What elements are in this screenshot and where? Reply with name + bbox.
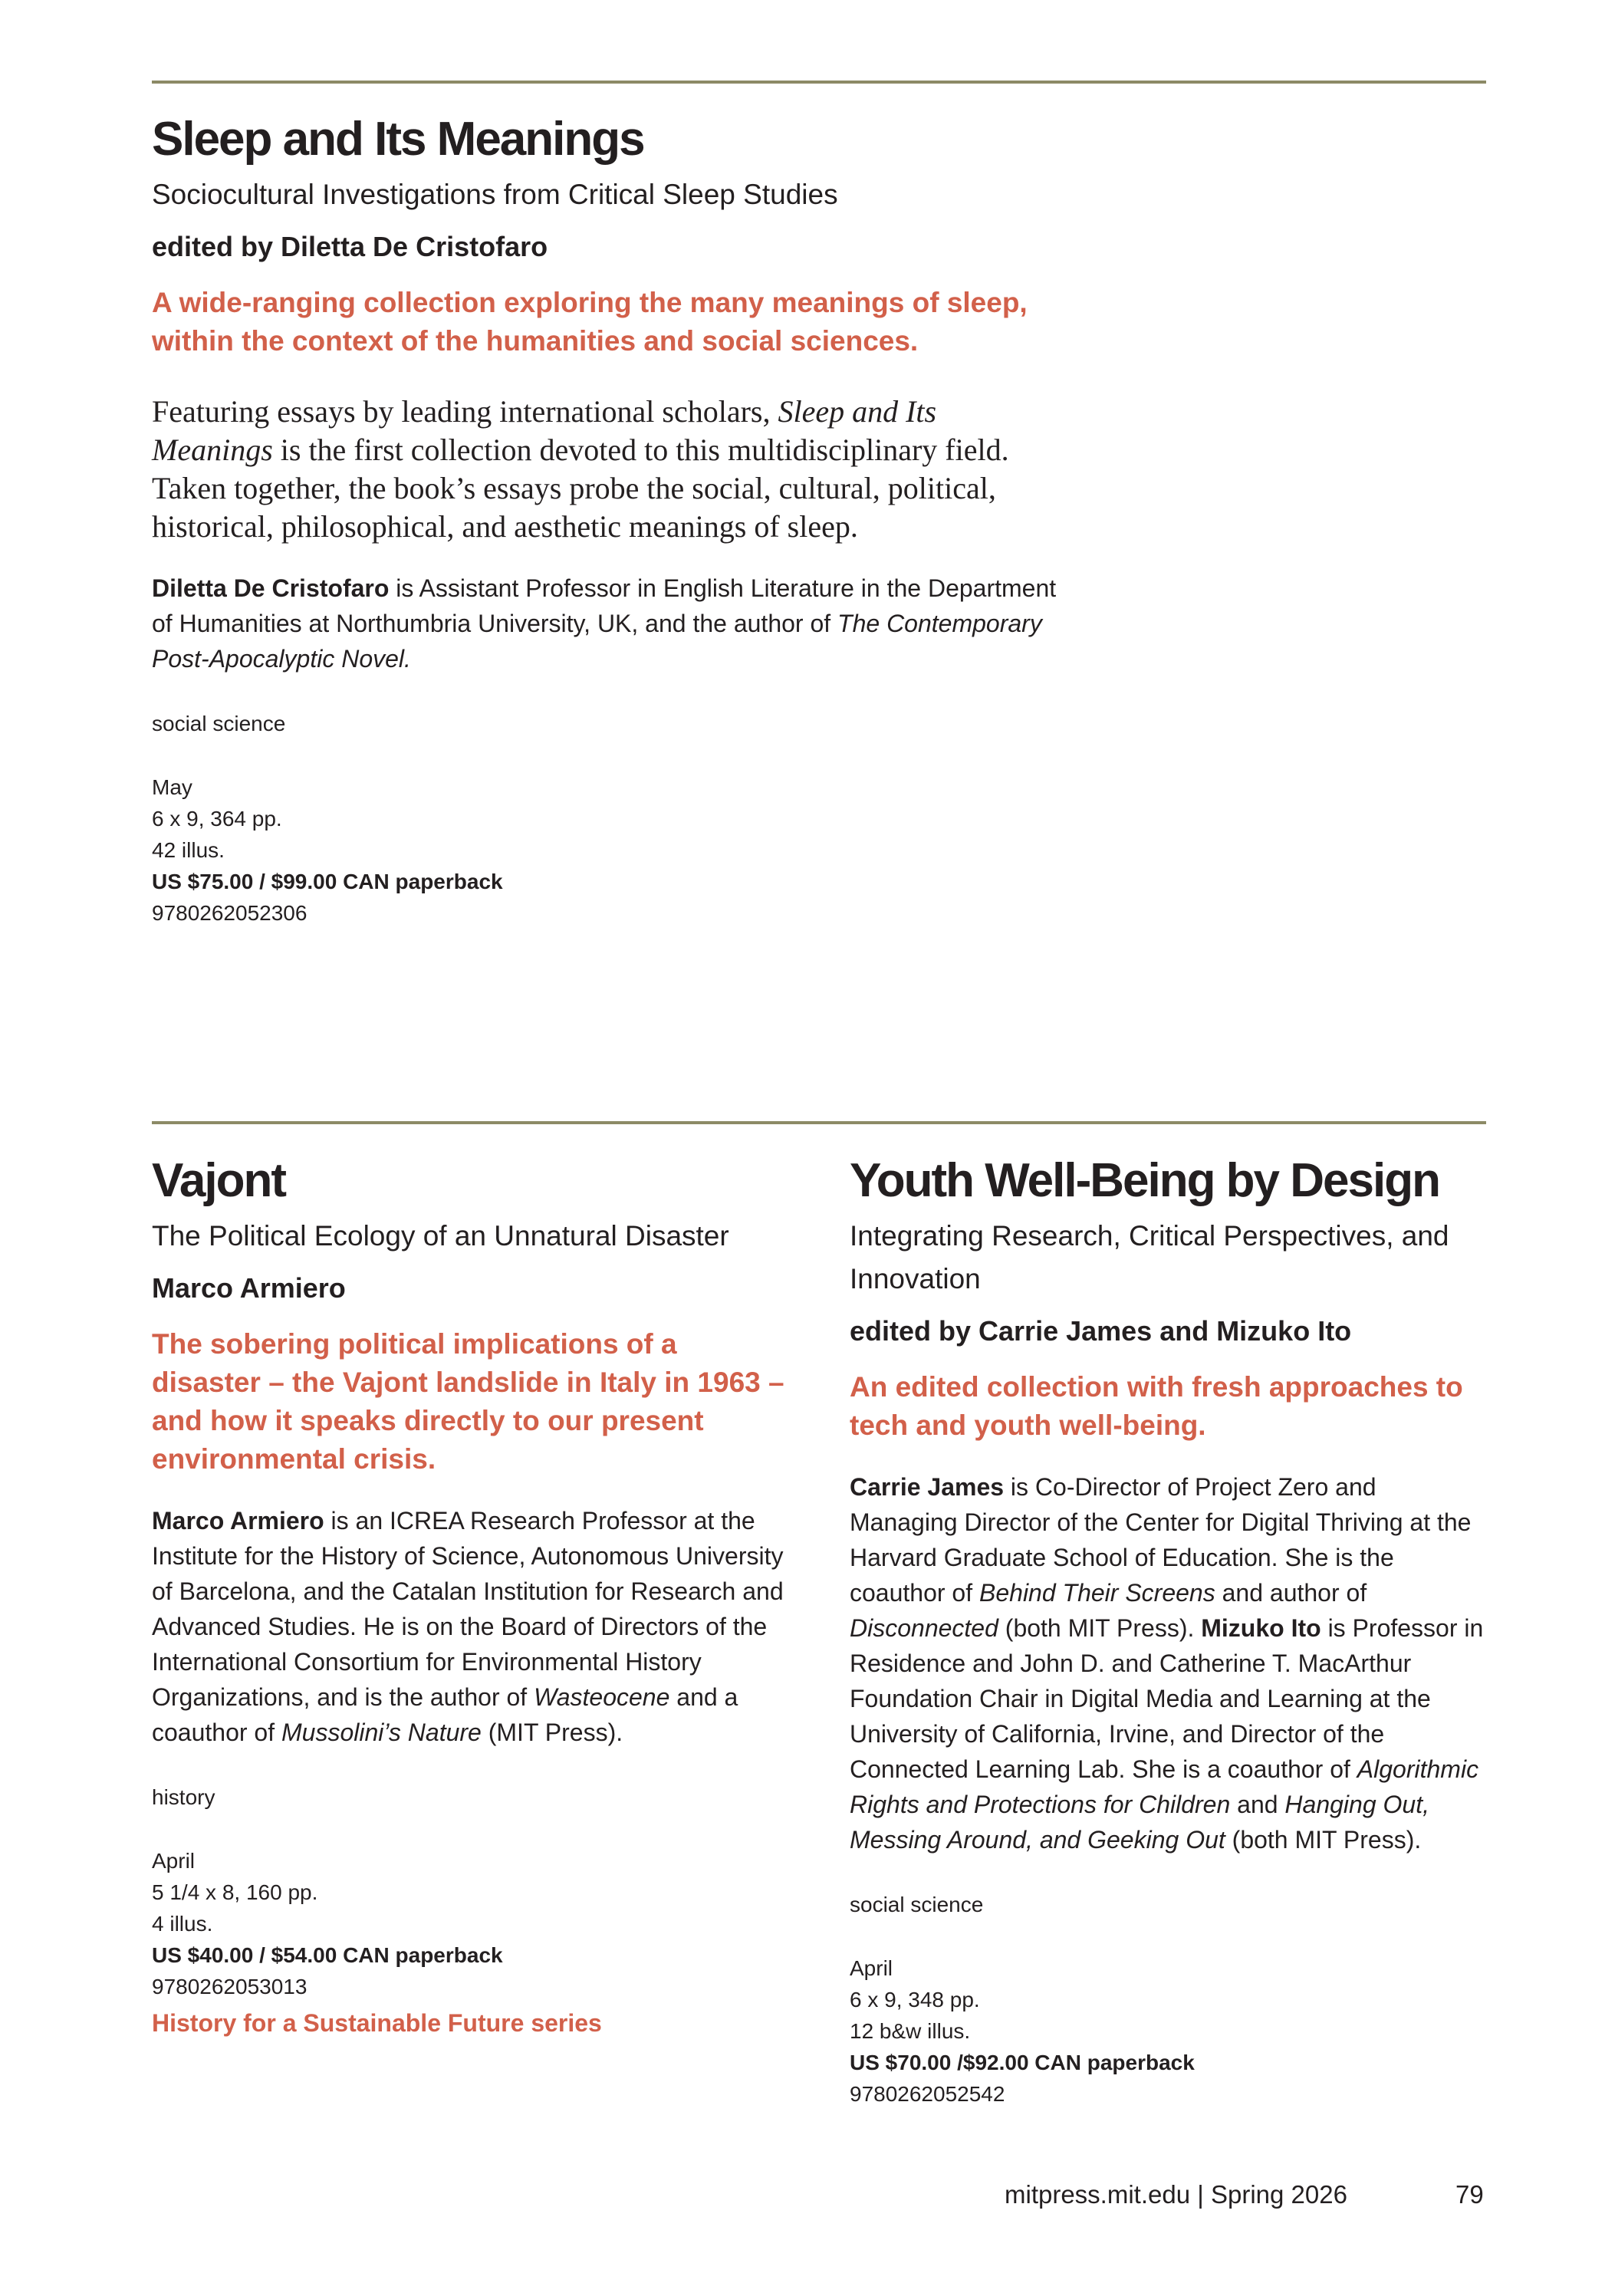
bio-text: and a coauthor of xyxy=(152,1683,738,1747)
book-subject: social science xyxy=(850,1893,984,1917)
author-bio xyxy=(152,571,1057,676)
description-title: Sleep and Its Meanings xyxy=(152,394,937,468)
trim-size: 6 x 9, 348 pp. xyxy=(850,1988,980,2012)
bio-text: is Professor in Residence and John D. and Catherine T. MacArthur Foundation Chair in Digital Media and Learning at the University of California, Irvine, and Director of the Connected Learning Lab. She is a coauthor of xyxy=(850,1614,1484,1784)
book-sleep-and-its-meanings xyxy=(152,113,1057,929)
series-name: History for a Sustainable Future series xyxy=(152,2009,602,2038)
bio-book-title: Behind Their Screens xyxy=(979,1579,1215,1607)
book-vajont xyxy=(152,1155,796,2041)
description-text: is the first collection devoted to this multidisciplinary field. Taken together, the book’s essays probe the social, cultural, political, historical, philosophical, and aesthetic meanings of sleep. xyxy=(152,433,1009,544)
book-meta xyxy=(152,771,1057,929)
book-tagline: A wide-ranging collection exploring the many meanings of sleep, within the context of the humanities and social sciences. xyxy=(152,287,1028,357)
illustrations: 4 illus. xyxy=(152,1912,213,1936)
book-tagline: An edited collection with fresh approaches to tech and youth well-being. xyxy=(850,1371,1463,1442)
book-youth-well-being-by-design xyxy=(850,1155,1486,2110)
book-subtitle: Integrating Research, Critical Perspectives, and Innovation xyxy=(850,1220,1449,1295)
bio-text: and xyxy=(1230,1791,1285,1819)
book-tagline: The sobering political implications of a disaster – the Vajont landslide in Italy in 1963 – and how it speaks directly to our present environmental crisis. xyxy=(152,1328,784,1475)
bio-text: is an ICREA Research Professor at the Institute for the History of Science, Autonomous University of Barcelona, and the Catalan Institution for Research and Advanced Studies. He is on the Board of Directors of the International Consortium for Environmental History Organizations, and is the author of xyxy=(152,1507,784,1712)
bio-text: (both MIT Press). xyxy=(998,1614,1202,1643)
isbn: 9780262053013 xyxy=(152,1975,308,1999)
bio-book-title: Mussolini’s Nature xyxy=(281,1719,482,1747)
book-subject: social science xyxy=(152,712,286,736)
author-bio xyxy=(152,1503,788,1750)
book-subtitle: The Political Ecology of an Unnatural Disaster xyxy=(152,1220,729,1252)
bio-book-title: Hanging Out, Messing Around, and Geeking Out xyxy=(850,1791,1429,1854)
bio-name: Marco Armiero xyxy=(152,1507,324,1535)
trim-size: 6 x 9, 364 pp. xyxy=(152,807,282,831)
middle-rule xyxy=(152,1121,1486,1124)
bio-text: (MIT Press). xyxy=(481,1719,623,1747)
bio-text: (both MIT Press). xyxy=(1225,1826,1422,1854)
price: US $40.00 / $54.00 CAN paperback xyxy=(152,1943,503,1968)
book-title: Youth Well-Being by Design xyxy=(850,1154,1439,1207)
pub-month: April xyxy=(850,1956,893,1981)
top-rule xyxy=(152,81,1486,84)
book-subject: history xyxy=(152,1785,215,1810)
isbn: 9780262052306 xyxy=(152,901,308,926)
bio-book-title: The Contemporary Post-Apocalyptic Novel. xyxy=(152,610,1042,673)
bio-text: and author of xyxy=(1215,1579,1367,1607)
price: US $75.00 / $99.00 CAN paperback xyxy=(152,870,503,894)
bio-name: Carrie James xyxy=(850,1473,1005,1502)
description-text: Featuring essays by leading international scholars, xyxy=(152,394,778,429)
author-bio xyxy=(850,1469,1486,1857)
trim-size: 5 1/4 x 8, 160 pp. xyxy=(152,1880,318,1905)
book-description xyxy=(152,393,1041,546)
pub-month: April xyxy=(152,1849,196,1873)
bio-book-title: Algorithmic Rights and Protections for Children xyxy=(850,1755,1479,1819)
bio-book-title: Disconnected xyxy=(850,1614,998,1643)
book-subtitle: Sociocultural Investigations from Critical Sleep Studies xyxy=(152,179,838,211)
bio-book-title: Wasteocene xyxy=(534,1683,670,1712)
book-meta xyxy=(152,1845,796,2002)
price: US $70.00 /$92.00 CAN paperback xyxy=(850,2051,1195,2075)
book-author: edited by Carrie James and Mizuko Ito xyxy=(850,1315,1352,1347)
illustrations: 42 illus. xyxy=(152,838,225,863)
book-title: Vajont xyxy=(152,1154,286,1207)
page-number: 79 xyxy=(1455,2180,1484,2209)
isbn: 9780262052542 xyxy=(850,2082,1005,2107)
pub-month: May xyxy=(152,775,192,800)
bio-name: Mizuko Ito xyxy=(1201,1614,1321,1643)
bio-name: Diletta De Cristofaro xyxy=(152,574,390,603)
book-meta xyxy=(850,1952,1486,2110)
book-title: Sleep and Its Meanings xyxy=(152,113,644,166)
book-author: edited by Diletta De Cristofaro xyxy=(152,231,548,263)
bio-text: is Co-Director of Project Zero and Managing Director of the Center for Digital Thriving at the Harvard Graduate School of Education. She is the coauthor of xyxy=(850,1473,1472,1607)
illustrations: 12 b&w illus. xyxy=(850,2019,971,2044)
bio-text: is Assistant Professor in English Literature in the Department of Humanities at Northumbria University, UK, and the author of xyxy=(152,574,1057,638)
footer-site: mitpress.mit.edu | Spring 2026 xyxy=(1005,2180,1347,2209)
book-author: Marco Armiero xyxy=(152,1272,346,1304)
